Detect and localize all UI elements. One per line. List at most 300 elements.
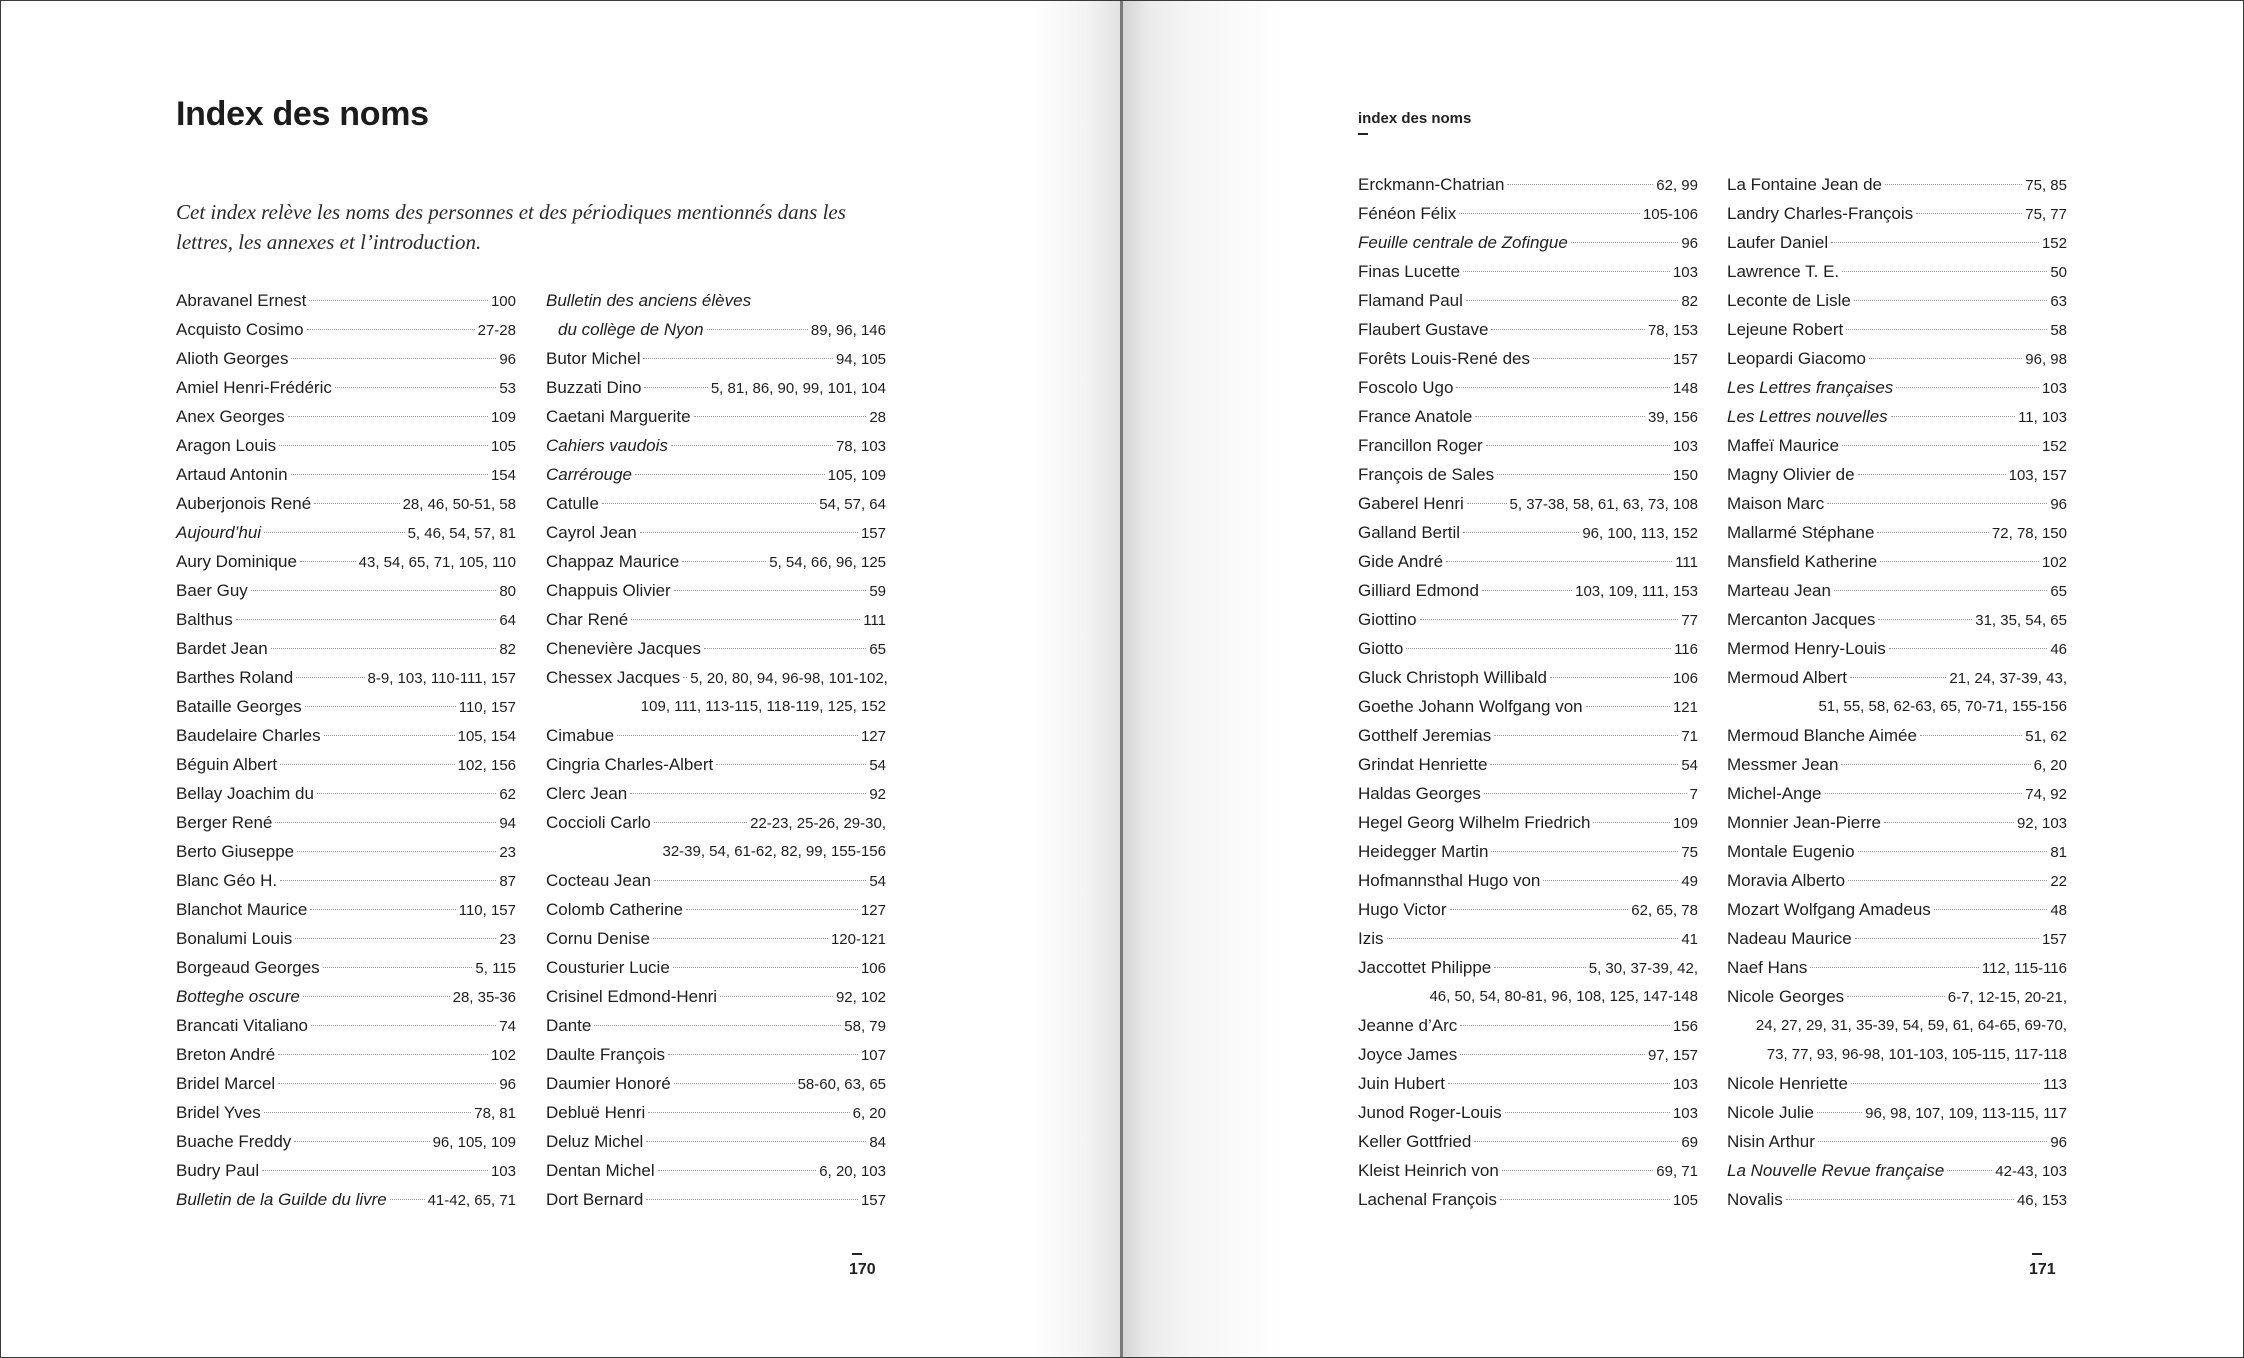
index-entry-name: Baer Guy — [176, 581, 248, 600]
leader-dots — [1533, 358, 1670, 359]
index-entry — [1727, 228, 2067, 257]
index-entry-pages: 54, 57, 64 — [819, 496, 886, 513]
index-entry-pages: 5, 81, 86, 90, 99, 101, 104 — [710, 380, 886, 397]
index-entry — [1358, 1011, 1698, 1040]
leader-dots — [1818, 1141, 2047, 1142]
index-entry — [1358, 924, 1698, 953]
leader-dots — [294, 1141, 429, 1142]
leader-dots — [1848, 880, 2047, 881]
index-entry — [1727, 750, 2067, 779]
index-entry — [1358, 634, 1698, 663]
index-entry-name: Giottino — [1358, 610, 1417, 629]
leader-dots — [1586, 706, 1670, 707]
index-entry-name: Berto Giuseppe — [176, 842, 295, 861]
leader-dots — [300, 561, 356, 562]
leader-dots — [1446, 561, 1672, 562]
index-entry — [1727, 344, 2067, 373]
index-entry-pages: 46 — [2050, 641, 2067, 658]
index-entry-name: Gaberel Henri — [1358, 494, 1464, 513]
index-entry-name: Erckmann-Chatrian — [1358, 175, 1505, 194]
leader-dots — [1841, 764, 2030, 765]
index-entry-pages: 103, 157 — [2008, 467, 2067, 484]
leader-dots — [297, 851, 496, 852]
index-entry-name: Messmer Jean — [1727, 755, 1839, 774]
index-entry-pages-continued: 24, 27, 29, 31, 35-39, 54, 59, 61, 64-65, 69-70, — [1755, 1017, 2067, 1034]
index-entry-pages: 157 — [860, 1192, 886, 1209]
leader-dots — [1850, 677, 1946, 678]
index-entry — [1727, 605, 2067, 634]
leader-dots — [668, 1054, 858, 1055]
index-entry-pages: 51, 62 — [2025, 728, 2067, 745]
index-entry-pages: 116 — [1674, 641, 1698, 658]
index-entry-pages: 11, 103 — [2018, 409, 2067, 426]
index-entry-name: Auberjonois René — [176, 494, 312, 513]
leader-dots — [716, 764, 866, 765]
index-entry-pages: 110, 157 — [458, 699, 516, 716]
leader-dots — [674, 590, 867, 591]
index-entry — [176, 1069, 516, 1098]
index-entry-name: Galland Bertil — [1358, 523, 1461, 542]
index-entry-pages: 154 — [490, 467, 516, 484]
index-entry-pages: 5, 30, 37-39, 42, — [1588, 960, 1698, 977]
index-entry — [1727, 837, 2067, 866]
index-entry — [1727, 808, 2067, 837]
index-entry — [176, 837, 516, 866]
index-entry-pages: 75, 85 — [2025, 177, 2067, 194]
folio-dash — [2032, 1253, 2042, 1255]
leader-dots — [280, 880, 496, 881]
index-entry — [176, 895, 516, 924]
index-entry-pages: 103 — [1672, 1105, 1698, 1122]
index-entry-pages: 8-9, 103, 110-111, 157 — [367, 670, 516, 687]
index-entry-pages: 103 — [1672, 264, 1698, 281]
index-entry — [1727, 1127, 2067, 1156]
index-entry — [1727, 547, 2067, 576]
index-entry-pages: 96, 98 — [2025, 351, 2067, 368]
leader-dots — [390, 1199, 425, 1200]
leader-dots — [1786, 1199, 2014, 1200]
leader-dots — [1947, 1170, 1992, 1171]
index-entry-pages: 103 — [1672, 438, 1698, 455]
index-entry-pages: 6-7, 12-15, 20-21, — [1947, 989, 2067, 1006]
index-entry-pages: 127 — [860, 902, 886, 919]
index-entry — [546, 402, 886, 431]
index-entry-name: Blanchot Maurice — [176, 900, 308, 919]
leader-dots — [617, 735, 858, 736]
leader-dots — [1543, 880, 1678, 881]
index-entry-pages: 21, 24, 37-39, 43, — [1949, 670, 2067, 687]
leader-dots — [658, 1170, 817, 1171]
index-entry — [1358, 431, 1698, 460]
page-title: Index des noms — [176, 95, 429, 133]
index-entry — [546, 344, 886, 373]
leader-dots — [1494, 967, 1586, 968]
index-entry — [1358, 953, 1698, 982]
index-entry — [1358, 779, 1698, 808]
index-entry-pages: 53 — [499, 380, 516, 397]
leader-dots — [654, 822, 747, 823]
index-entry-pages: 109 — [1672, 815, 1698, 832]
index-entry-name: Goethe Johann Wolfgang von — [1358, 697, 1583, 716]
leader-dots — [280, 764, 454, 765]
index-entry — [176, 1098, 516, 1127]
index-entry-pages: 5, 46, 54, 57, 81 — [407, 525, 516, 542]
index-entry-name: Amiel Henri-Frédéric — [176, 378, 332, 397]
leader-dots — [296, 677, 364, 678]
index-entry-pages: 96 — [499, 351, 516, 368]
leader-dots — [1891, 416, 2015, 417]
index-entry-name: Dentan Michel — [546, 1161, 655, 1180]
index-entry-pages: 94, 105 — [835, 351, 886, 368]
index-entry-name: Abravanel Ernest — [176, 291, 307, 310]
index-entry — [1727, 170, 2067, 199]
leader-dots — [236, 619, 497, 620]
index-entry-name: Budry Paul — [176, 1161, 260, 1180]
index-entry — [1727, 1069, 2067, 1098]
index-entry-pages: 69, 71 — [1656, 1163, 1698, 1180]
index-entry-name: Bataille Georges — [176, 697, 302, 716]
leader-dots — [279, 445, 488, 446]
index-entry-pages: 96, 105, 109 — [432, 1134, 516, 1151]
leader-dots — [643, 358, 832, 359]
index-entry-name: Artaud Antonin — [176, 465, 288, 484]
index-entry-pages: 72, 78, 150 — [1991, 525, 2067, 542]
leader-dots — [707, 329, 808, 330]
index-entry-pages: 80 — [499, 583, 516, 600]
index-entry-pages: 28, 35-36 — [452, 989, 516, 1006]
index-entry-name: Mermoud Blanche Aimée — [1727, 726, 1917, 745]
index-entry-name: Botteghe oscure — [176, 987, 300, 1006]
index-entry — [1727, 895, 2067, 924]
index-entry-pages: 92, 102 — [835, 989, 886, 1006]
index-entry-pages: 5, 37-38, 58, 61, 63, 73, 108 — [1509, 496, 1698, 513]
index-entry-pages: 150 — [1672, 467, 1698, 484]
leader-dots — [1491, 329, 1645, 330]
index-entry-name: du collège de Nyon — [558, 320, 704, 339]
leader-dots — [1851, 1083, 2040, 1084]
index-entry — [1727, 315, 2067, 344]
leader-dots — [1491, 851, 1678, 852]
leader-dots — [1406, 648, 1671, 649]
index-entry-pages: 92 — [869, 786, 886, 803]
leader-dots — [673, 967, 858, 968]
index-entry — [546, 808, 886, 837]
index-entry — [176, 692, 516, 721]
index-entry-pages: 97, 157 — [1647, 1047, 1698, 1064]
leader-dots — [1505, 1112, 1670, 1113]
index-entry-name: Barthes Roland — [176, 668, 294, 687]
leader-dots — [1484, 793, 1687, 794]
index-entry — [1727, 1185, 2067, 1214]
leader-dots — [720, 996, 833, 997]
index-entry — [1358, 489, 1698, 518]
index-entry-name: Gide André — [1358, 552, 1444, 571]
leader-dots — [1550, 677, 1670, 678]
index-entry-name: Gilliard Edmond — [1358, 581, 1479, 600]
leader-dots — [674, 1083, 795, 1084]
leader-dots — [1460, 1054, 1645, 1055]
index-column-2 — [546, 286, 886, 1214]
index-entry — [546, 489, 886, 518]
index-entry — [176, 808, 516, 837]
index-entry-name: Moravia Alberto — [1727, 871, 1846, 890]
index-entry-pages: 105 — [1672, 1192, 1698, 1209]
index-entry-name: Hegel Georg Wilhelm Friedrich — [1358, 813, 1591, 832]
index-entry-name: Flamand Paul — [1358, 291, 1463, 310]
leader-dots — [1387, 938, 1679, 939]
index-entry-name: Junod Roger-Louis — [1358, 1103, 1502, 1122]
index-entry-name: Daumier Honoré — [546, 1074, 671, 1093]
leader-dots — [1810, 967, 1979, 968]
index-entry-pages: 74 — [499, 1018, 516, 1035]
index-entry-name: Dort Bernard — [546, 1190, 644, 1209]
index-entry-name: Dante — [546, 1016, 592, 1035]
leader-dots — [1827, 503, 2047, 504]
index-entry — [1727, 257, 2067, 286]
leader-dots — [1420, 619, 1679, 620]
index-entry-name: Berger René — [176, 813, 273, 832]
index-entry-name: Kleist Heinrich von — [1358, 1161, 1499, 1180]
index-entry-pages: 84 — [869, 1134, 886, 1151]
index-entry — [1358, 1127, 1698, 1156]
index-entry — [1358, 837, 1698, 866]
index-entry — [176, 1011, 516, 1040]
leader-dots — [1502, 1170, 1654, 1171]
index-entry-pages: 75, 77 — [2025, 206, 2067, 223]
index-entry — [176, 953, 516, 982]
index-entry — [546, 866, 886, 895]
index-entry — [176, 750, 516, 779]
index-entry-pages: 156 — [1672, 1018, 1698, 1035]
index-entry-name: Cingria Charles-Albert — [546, 755, 714, 774]
index-entry-name: Mermoud Albert — [1727, 668, 1847, 687]
left-page — [0, 0, 1121, 1358]
index-entry-pages: 75 — [1681, 844, 1698, 861]
index-entry-pages: 6, 20, 103 — [819, 1163, 886, 1180]
leader-dots — [1847, 996, 1945, 997]
index-entry — [176, 663, 516, 692]
index-entry-name: Laufer Daniel — [1727, 233, 1829, 252]
index-entry-pages: 82 — [499, 641, 516, 658]
index-entry — [546, 1127, 886, 1156]
index-entry-name: Haldas Georges — [1358, 784, 1481, 803]
index-entry — [1358, 663, 1698, 692]
leader-dots — [1466, 300, 1678, 301]
index-entry-name: Char René — [546, 610, 629, 629]
index-entry-name: Debluë Henri — [546, 1103, 646, 1122]
leader-dots — [1500, 1199, 1670, 1200]
leader-dots — [646, 1141, 866, 1142]
index-entry-pages: 59 — [869, 583, 886, 600]
index-entry-pages: 103 — [1672, 1076, 1698, 1093]
index-entry-name: Baudelaire Charles — [176, 726, 321, 745]
leader-dots — [288, 416, 488, 417]
index-entry — [176, 489, 516, 518]
index-entry — [176, 1127, 516, 1156]
index-entry-pages: 46, 153 — [2016, 1192, 2067, 1209]
index-entry — [1727, 982, 2067, 1011]
index-entry-name: Bardet Jean — [176, 639, 268, 658]
index-entry-name: Montale Eugenio — [1727, 842, 1855, 861]
index-entry-pages: 96 — [1681, 235, 1698, 252]
leader-dots — [671, 445, 833, 446]
index-entry-pages: 96, 100, 113, 152 — [1582, 525, 1698, 542]
index-entry — [1727, 663, 2067, 692]
leader-dots — [1842, 271, 2047, 272]
index-entry-pages: 157 — [2041, 931, 2067, 948]
index-entry-pages: 42-43, 103 — [1995, 1163, 2067, 1180]
index-entry-name: François de Sales — [1358, 465, 1495, 484]
index-entry-name: Breton André — [176, 1045, 276, 1064]
index-entry — [546, 634, 886, 663]
running-head: index des noms — [1358, 110, 1472, 127]
index-entry-name: Nicole Henriette — [1727, 1074, 1848, 1093]
index-entry — [546, 1156, 886, 1185]
index-entry-pages: 107 — [860, 1047, 886, 1064]
book-gutter — [1120, 0, 1123, 1358]
leader-dots — [1593, 822, 1670, 823]
leader-dots — [278, 1054, 488, 1055]
leader-dots — [251, 590, 497, 591]
index-entry — [176, 518, 516, 547]
index-entry-pages: 112, 115-116 — [1981, 960, 2067, 977]
index-entry-pages: 62, 99 — [1656, 177, 1698, 194]
index-entry-pages: 54 — [869, 873, 886, 890]
index-entry-pages: 39, 156 — [1647, 409, 1698, 426]
index-entry-pages: 105-106 — [1642, 206, 1698, 223]
index-entry-name: Heidegger Martin — [1358, 842, 1489, 861]
index-entry-pages: 78, 153 — [1647, 322, 1698, 339]
index-entry — [1727, 402, 2067, 431]
index-entry — [546, 750, 886, 779]
index-entry-name: Mallarmé Stéphane — [1727, 523, 1875, 542]
index-entry-pages-continued: 46, 50, 54, 80-81, 96, 108, 125, 147-148 — [1429, 988, 1698, 1005]
index-entry-pages: 78, 103 — [835, 438, 886, 455]
index-entry-pages: 62, 65, 78 — [1631, 902, 1698, 919]
index-entry-pages: 89, 96, 146 — [810, 322, 886, 339]
leader-dots — [278, 1083, 496, 1084]
index-entry-name: Bulletin de la Guilde du livre — [176, 1190, 387, 1209]
index-entry — [1358, 402, 1698, 431]
index-entry-pages: 105, 154 — [457, 728, 516, 745]
index-entry — [1358, 692, 1698, 721]
index-entry — [1727, 721, 2067, 750]
index-entry-name: Acquisto Cosimo — [176, 320, 304, 339]
index-entry-pages: 62 — [499, 786, 516, 803]
index-entry — [176, 373, 516, 402]
index-entry-name: Forêts Louis-René des — [1358, 349, 1530, 368]
index-entry — [176, 866, 516, 895]
leader-dots — [1878, 619, 1972, 620]
index-entry — [1358, 1185, 1698, 1214]
index-entry-name: Cousturier Lucie — [546, 958, 670, 977]
index-entry — [546, 431, 886, 460]
index-entry-pages: 103, 109, 111, 153 — [1575, 583, 1698, 600]
index-entry — [1727, 489, 2067, 518]
leader-dots — [264, 1112, 472, 1113]
leader-dots — [1450, 909, 1629, 910]
index-entry — [176, 779, 516, 808]
index-column-1 — [176, 286, 516, 1214]
leader-dots — [335, 387, 496, 388]
leader-dots — [1571, 242, 1679, 243]
index-entry-pages-continued: 73, 77, 93, 96-98, 101-103, 105-115, 117-118 — [1766, 1046, 2067, 1063]
leader-dots — [1486, 445, 1670, 446]
index-entry-name: Nicole Julie — [1727, 1103, 1814, 1122]
index-entry — [1358, 373, 1698, 402]
index-entry-pages: 102 — [2041, 554, 2067, 571]
index-entry-pages: 41 — [1681, 931, 1698, 948]
index-entry — [1727, 866, 2067, 895]
index-entry-name: Colomb Catherine — [546, 900, 684, 919]
leader-dots — [1846, 329, 2047, 330]
index-entry — [176, 547, 516, 576]
index-entry-name: Nadeau Maurice — [1727, 929, 1852, 948]
index-entry-name: Finas Lucette — [1358, 262, 1461, 281]
index-entry-name: Bridel Marcel — [176, 1074, 276, 1093]
index-entry-name: Jaccottet Philippe — [1358, 958, 1492, 977]
index-entry-name: Magny Olivier de — [1727, 465, 1855, 484]
index-entry — [1358, 286, 1698, 315]
leader-dots — [1834, 590, 2047, 591]
index-entry — [176, 286, 516, 315]
index-entry — [546, 373, 886, 402]
index-entry-name: Aujourd’hui — [176, 523, 262, 542]
leader-dots — [631, 619, 860, 620]
index-entry-name: Novalis — [1727, 1190, 1783, 1209]
index-entry-pages: 28, 46, 50-51, 58 — [402, 496, 516, 513]
index-entry — [1727, 1098, 2067, 1127]
index-entry — [176, 1040, 516, 1069]
index-entry — [1358, 721, 1698, 750]
index-entry-name: Naef Hans — [1727, 958, 1808, 977]
index-entry-pages: 77 — [1681, 612, 1698, 629]
leader-dots — [291, 358, 496, 359]
index-entry-pages: 94 — [499, 815, 516, 832]
index-entry-name: Bellay Joachim du — [176, 784, 314, 803]
index-entry-name: France Anatole — [1358, 407, 1473, 426]
index-entry — [176, 402, 516, 431]
index-entry-pages: 110, 157 — [458, 902, 516, 919]
index-entry-pages: 111 — [1675, 554, 1698, 571]
index-entry-name: La Nouvelle Revue française — [1727, 1161, 1945, 1180]
index-entry-name: Juin Hubert — [1358, 1074, 1445, 1093]
index-entry-pages: 54 — [869, 757, 886, 774]
leader-dots — [317, 793, 496, 794]
index-entry — [1358, 605, 1698, 634]
index-entry-name: Lachenal François — [1358, 1190, 1497, 1209]
index-entry-name: Blanc Géo H. — [176, 871, 278, 890]
index-entry-name: Keller Gottfried — [1358, 1132, 1472, 1151]
index-entry — [176, 605, 516, 634]
index-entry-pages: 102 — [490, 1047, 516, 1064]
leader-dots — [310, 909, 455, 910]
index-entry — [546, 1185, 886, 1214]
index-entry-pages: 157 — [860, 525, 886, 542]
index-entry-name: La Fontaine Jean de — [1727, 175, 1883, 194]
leader-dots — [262, 1170, 488, 1171]
index-entry-name: Lawrence T. E. — [1727, 262, 1840, 281]
leader-dots — [291, 474, 488, 475]
index-entry — [176, 924, 516, 953]
index-entry-name: Chenevière Jacques — [546, 639, 701, 658]
index-entry — [1727, 199, 2067, 228]
index-entry-pages: 43, 54, 65, 71, 105, 110 — [358, 554, 516, 571]
index-entry-name: Alioth Georges — [176, 349, 289, 368]
leader-dots — [653, 938, 828, 939]
index-entry-pages: 105 — [490, 438, 516, 455]
index-entry — [1358, 460, 1698, 489]
